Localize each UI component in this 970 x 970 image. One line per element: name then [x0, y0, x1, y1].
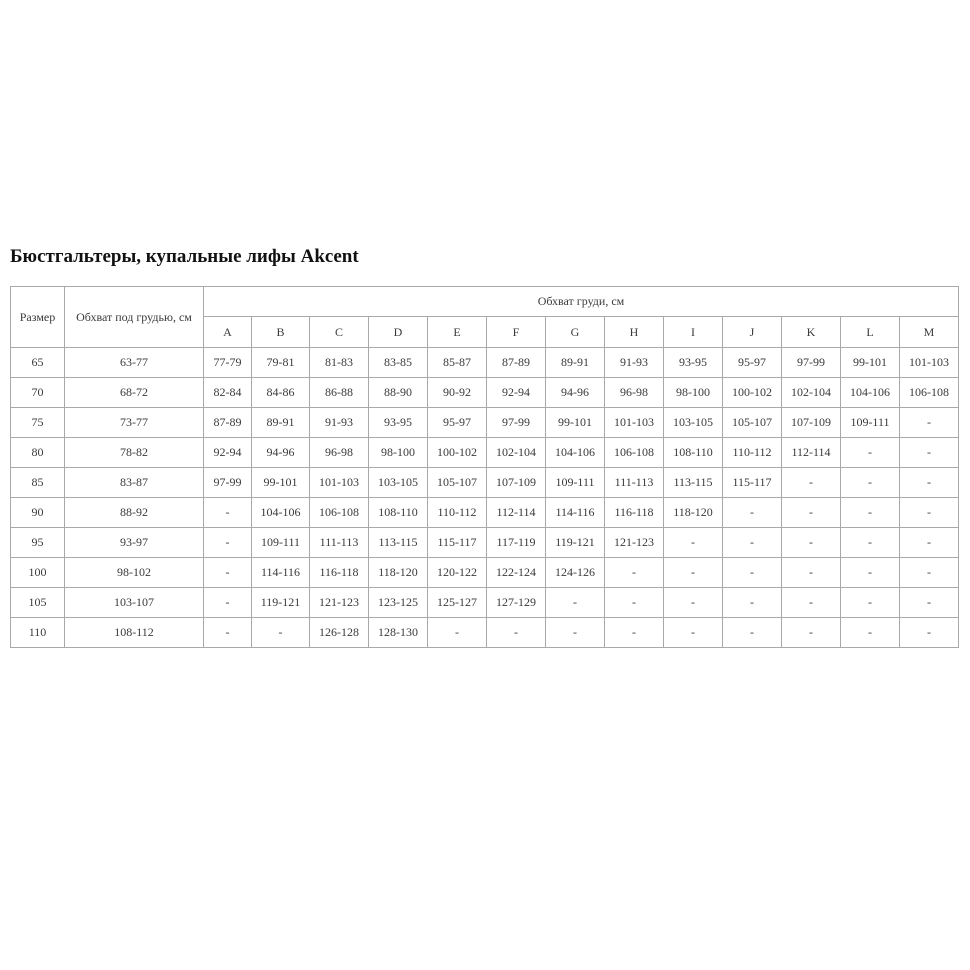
bust-range-cell: - — [900, 558, 959, 588]
bust-range-cell: 109-111 — [841, 408, 900, 438]
cup-header: G — [546, 317, 605, 348]
bust-range-cell: - — [900, 588, 959, 618]
bust-range-cell: 83-85 — [369, 348, 428, 378]
size-cell: 70 — [11, 378, 65, 408]
bust-range-cell: - — [782, 558, 841, 588]
table-header — [11, 287, 959, 348]
bust-range-cell: - — [900, 528, 959, 558]
bust-range-cell: 103-105 — [664, 408, 723, 438]
cup-header: C — [310, 317, 369, 348]
bust-range-cell: 88-90 — [369, 378, 428, 408]
underbust-column-header: Обхват под грудью, см — [65, 287, 204, 348]
bust-range-cell: - — [723, 498, 782, 528]
bust-range-cell: 115-117 — [428, 528, 487, 558]
bust-range-cell: - — [782, 528, 841, 558]
bust-range-cell: 101-103 — [900, 348, 959, 378]
bust-range-cell: - — [723, 528, 782, 558]
size-cell: 110 — [11, 618, 65, 648]
bust-range-cell: - — [723, 558, 782, 588]
underbust-cell: 63-77 — [65, 348, 204, 378]
underbust-cell: 108-112 — [65, 618, 204, 648]
bust-range-cell: 89-91 — [546, 348, 605, 378]
table-row — [11, 468, 959, 498]
bust-range-cell: 108-110 — [369, 498, 428, 528]
bust-range-cell: 99-101 — [841, 348, 900, 378]
bust-range-cell: - — [723, 618, 782, 648]
bust-range-cell: - — [204, 618, 252, 648]
bust-range-cell: - — [841, 558, 900, 588]
bust-range-cell: 100-102 — [723, 378, 782, 408]
bust-range-cell: 121-123 — [605, 528, 664, 558]
bust-range-cell: 94-96 — [252, 438, 310, 468]
bust-range-cell: - — [546, 588, 605, 618]
bust-range-cell: - — [841, 528, 900, 558]
table-row — [11, 588, 959, 618]
bust-range-cell: 95-97 — [428, 408, 487, 438]
bust-range-cell: 96-98 — [310, 438, 369, 468]
size-cell: 90 — [11, 498, 65, 528]
cup-header: I — [664, 317, 723, 348]
table-row — [11, 618, 959, 648]
table-row — [11, 528, 959, 558]
bust-range-cell: 95-97 — [723, 348, 782, 378]
cup-header: J — [723, 317, 782, 348]
bust-range-cell: 100-102 — [428, 438, 487, 468]
bust-range-cell: 93-95 — [369, 408, 428, 438]
bust-range-cell: - — [782, 618, 841, 648]
bust-range-cell: 113-115 — [664, 468, 723, 498]
underbust-cell: 103-107 — [65, 588, 204, 618]
bust-range-cell: - — [841, 438, 900, 468]
bust-range-cell: 114-116 — [546, 498, 605, 528]
bust-range-cell: 102-104 — [487, 438, 546, 468]
bust-range-cell: 79-81 — [252, 348, 310, 378]
bust-range-cell: - — [204, 498, 252, 528]
bust-range-cell: - — [204, 588, 252, 618]
bust-range-cell: 125-127 — [428, 588, 487, 618]
bust-range-cell: 114-116 — [252, 558, 310, 588]
bust-range-cell: 101-103 — [310, 468, 369, 498]
bust-range-cell: 89-91 — [252, 408, 310, 438]
bust-range-cell: 104-106 — [841, 378, 900, 408]
table-row — [11, 378, 959, 408]
bust-range-cell: 87-89 — [204, 408, 252, 438]
bust-range-cell: 113-115 — [369, 528, 428, 558]
bust-range-cell: - — [664, 558, 723, 588]
bust-range-cell: 121-123 — [310, 588, 369, 618]
bust-range-cell: - — [204, 558, 252, 588]
bust-range-cell: - — [900, 468, 959, 498]
bust-range-cell: 127-129 — [487, 588, 546, 618]
bust-range-cell: 103-105 — [369, 468, 428, 498]
size-cell: 100 — [11, 558, 65, 588]
cup-header: F — [487, 317, 546, 348]
bust-range-cell: 97-99 — [782, 348, 841, 378]
bust-range-cell: 128-130 — [369, 618, 428, 648]
bust-range-cell: 106-108 — [900, 378, 959, 408]
table-row — [11, 348, 959, 378]
bust-range-cell: 126-128 — [310, 618, 369, 648]
bust-range-cell: 118-120 — [369, 558, 428, 588]
bust-range-cell: - — [664, 618, 723, 648]
bust-range-cell: 97-99 — [487, 408, 546, 438]
bust-range-cell: - — [664, 528, 723, 558]
bust-range-cell: - — [841, 588, 900, 618]
bust-range-cell: - — [487, 618, 546, 648]
bust-range-cell: 116-118 — [605, 498, 664, 528]
size-cell: 75 — [11, 408, 65, 438]
bust-range-cell: 123-125 — [369, 588, 428, 618]
bust-range-cell: 109-111 — [252, 528, 310, 558]
cup-header: H — [605, 317, 664, 348]
size-cell: 80 — [11, 438, 65, 468]
bust-range-cell: - — [782, 588, 841, 618]
cup-header: A — [204, 317, 252, 348]
bust-range-cell: 111-113 — [605, 468, 664, 498]
bust-range-cell: 90-92 — [428, 378, 487, 408]
bust-range-cell: 91-93 — [605, 348, 664, 378]
bust-range-cell: - — [900, 438, 959, 468]
underbust-cell: 98-102 — [65, 558, 204, 588]
bust-range-cell: - — [428, 618, 487, 648]
underbust-cell: 78-82 — [65, 438, 204, 468]
bust-range-cell: - — [605, 558, 664, 588]
bust-range-cell: - — [204, 528, 252, 558]
bust-range-cell: 96-98 — [605, 378, 664, 408]
bust-range-cell: 105-107 — [428, 468, 487, 498]
size-cell: 105 — [11, 588, 65, 618]
bust-range-cell: 104-106 — [546, 438, 605, 468]
size-cell: 95 — [11, 528, 65, 558]
cup-header: B — [252, 317, 310, 348]
bust-range-cell: 110-112 — [428, 498, 487, 528]
bust-range-cell: 107-109 — [487, 468, 546, 498]
table-row — [11, 408, 959, 438]
bust-range-cell: - — [664, 588, 723, 618]
bust-range-cell: 98-100 — [664, 378, 723, 408]
bust-range-cell: - — [605, 618, 664, 648]
bust-range-cell: 115-117 — [723, 468, 782, 498]
table-body — [11, 348, 959, 648]
bust-range-cell: 109-111 — [546, 468, 605, 498]
bust-range-cell: 92-94 — [204, 438, 252, 468]
bust-range-cell: 111-113 — [310, 528, 369, 558]
bust-range-cell: 119-121 — [252, 588, 310, 618]
bust-range-cell: 94-96 — [546, 378, 605, 408]
bust-range-cell: 105-107 — [723, 408, 782, 438]
underbust-cell: 88-92 — [65, 498, 204, 528]
bust-range-cell: - — [723, 588, 782, 618]
cup-header: K — [782, 317, 841, 348]
bust-range-cell: - — [900, 618, 959, 648]
bust-column-header: Обхват груди, см — [204, 287, 959, 317]
bust-range-cell: 82-84 — [204, 378, 252, 408]
bust-range-cell: - — [252, 618, 310, 648]
underbust-cell: 93-97 — [65, 528, 204, 558]
bust-range-cell: 124-126 — [546, 558, 605, 588]
size-cell: 65 — [11, 348, 65, 378]
bust-range-cell: 81-83 — [310, 348, 369, 378]
cup-header: L — [841, 317, 900, 348]
table-row — [11, 558, 959, 588]
bust-range-cell: 112-114 — [782, 438, 841, 468]
size-cell: 85 — [11, 468, 65, 498]
bust-range-cell: 106-108 — [310, 498, 369, 528]
bust-range-cell: - — [782, 498, 841, 528]
bust-range-cell: 99-101 — [546, 408, 605, 438]
bust-range-cell: 86-88 — [310, 378, 369, 408]
bust-range-cell: 91-93 — [310, 408, 369, 438]
bust-range-cell: 110-112 — [723, 438, 782, 468]
bust-range-cell: 107-109 — [782, 408, 841, 438]
bust-range-cell: - — [605, 588, 664, 618]
size-chart-table — [10, 286, 959, 648]
size-column-header: Размер — [11, 287, 65, 348]
bust-range-cell: 117-119 — [487, 528, 546, 558]
bust-range-cell: 118-120 — [664, 498, 723, 528]
underbust-cell: 68-72 — [65, 378, 204, 408]
bust-range-cell: 98-100 — [369, 438, 428, 468]
bust-range-cell: 77-79 — [204, 348, 252, 378]
underbust-cell: 73-77 — [65, 408, 204, 438]
bust-range-cell: 92-94 — [487, 378, 546, 408]
bust-range-cell: - — [546, 618, 605, 648]
bust-range-cell: 87-89 — [487, 348, 546, 378]
cup-header: E — [428, 317, 487, 348]
bust-range-cell: 122-124 — [487, 558, 546, 588]
bust-range-cell: - — [900, 408, 959, 438]
bust-range-cell: 101-103 — [605, 408, 664, 438]
bust-range-cell: 116-118 — [310, 558, 369, 588]
page-title: Бюстгальтеры, купальные лифы Akcent — [10, 246, 359, 267]
cup-header: M — [900, 317, 959, 348]
bust-range-cell: - — [841, 618, 900, 648]
bust-range-cell: 106-108 — [605, 438, 664, 468]
bust-range-cell: 93-95 — [664, 348, 723, 378]
bust-range-cell: 84-86 — [252, 378, 310, 408]
bust-range-cell: 99-101 — [252, 468, 310, 498]
underbust-cell: 83-87 — [65, 468, 204, 498]
bust-range-cell: 104-106 — [252, 498, 310, 528]
cup-header: D — [369, 317, 428, 348]
bust-range-cell: - — [782, 468, 841, 498]
bust-range-cell: 112-114 — [487, 498, 546, 528]
bust-range-cell: 102-104 — [782, 378, 841, 408]
bust-range-cell: 85-87 — [428, 348, 487, 378]
bust-range-cell: - — [841, 498, 900, 528]
table-row — [11, 498, 959, 528]
bust-range-cell: 97-99 — [204, 468, 252, 498]
table-row — [11, 438, 959, 468]
bust-range-cell: - — [841, 468, 900, 498]
header-row — [11, 287, 959, 317]
bust-range-cell: 108-110 — [664, 438, 723, 468]
bust-range-cell: - — [900, 498, 959, 528]
bust-range-cell: 119-121 — [546, 528, 605, 558]
bust-range-cell: 120-122 — [428, 558, 487, 588]
